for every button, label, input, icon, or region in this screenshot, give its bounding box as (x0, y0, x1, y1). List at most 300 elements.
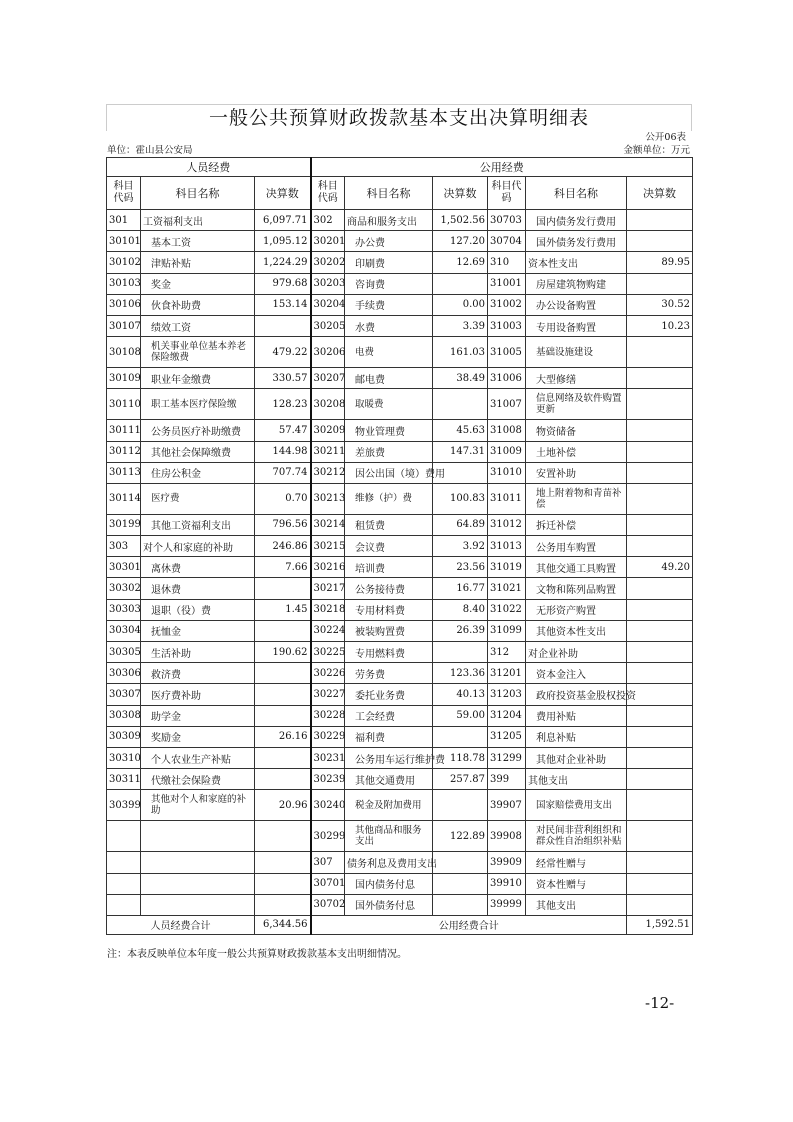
subject-code: 31204 (488, 705, 526, 726)
footnote: 注：本表反映单位本年度一般公共预算财政拨款基本支出明细情况。 (107, 949, 407, 960)
group-personnel: 人员经费 (107, 158, 311, 177)
amount (255, 747, 311, 768)
subject-name (141, 894, 255, 915)
subject-code: 30209 (311, 420, 345, 441)
subject-name: 地上附着物和青苗补偿 (526, 483, 627, 514)
amount (627, 747, 693, 768)
col-code-header: 科目代码 (107, 177, 141, 210)
subject-code: 30311 (107, 769, 141, 790)
subject-name: 差旅费 (345, 441, 433, 462)
table-row (107, 231, 693, 252)
subject-name: 利息补贴 (526, 726, 627, 747)
amount (627, 705, 693, 726)
subject-code: 30106 (107, 294, 141, 315)
subject-name: 文物和陈列品购置 (526, 578, 627, 599)
amount: 123.36 (433, 663, 488, 684)
table-row (107, 294, 693, 315)
subject-name: 专用燃料费 (345, 642, 433, 663)
subject-name: 国外债务付息 (345, 894, 433, 915)
subject-name: 房屋建筑物购建 (526, 273, 627, 294)
amount: 330.57 (255, 368, 311, 389)
amount (627, 852, 693, 873)
subject-code: 307 (311, 852, 345, 873)
col-amount-header: 决算数 (433, 177, 488, 210)
amount (433, 790, 488, 821)
subject-code: 30399 (107, 790, 141, 821)
amount: 26.39 (433, 620, 488, 641)
subject-code: 39908 (488, 821, 526, 852)
subject-name: 抚恤金 (141, 620, 255, 641)
amount: 38.49 (433, 368, 488, 389)
amount (627, 441, 693, 462)
subject-name: 其他资本性支出 (526, 620, 627, 641)
subject-name: 助学金 (141, 705, 255, 726)
subject-code (107, 894, 141, 915)
subject-code: 31005 (488, 337, 526, 368)
subject-name: 物业管理费 (345, 420, 433, 441)
col-name-header: 科目名称 (526, 177, 627, 210)
subject-name: 其他支出 (526, 769, 627, 790)
subject-code (107, 852, 141, 873)
amount: 89.95 (627, 252, 693, 273)
subject-code: 30702 (311, 894, 345, 915)
subject-code: 31002 (488, 294, 526, 315)
subject-code: 39910 (488, 873, 526, 894)
amount (627, 389, 693, 420)
col-code-header: 科目代码 (488, 177, 526, 210)
subject-code: 30239 (311, 769, 345, 790)
amount (627, 337, 693, 368)
subject-name: 物资储备 (526, 420, 627, 441)
amount (627, 273, 693, 294)
subject-name: 经常性赠与 (526, 852, 627, 873)
subject-code: 30225 (311, 642, 345, 663)
subject-code: 30302 (107, 578, 141, 599)
subject-code: 31205 (488, 726, 526, 747)
subject-name: 专用设备购置 (526, 315, 627, 336)
subject-code: 310 (488, 252, 526, 273)
subject-code: 31201 (488, 663, 526, 684)
subject-code: 30224 (311, 620, 345, 641)
subject-name: 咨询费 (345, 273, 433, 294)
subject-name: 其他交通工具购置 (526, 557, 627, 578)
table-row (107, 273, 693, 294)
subject-code: 30109 (107, 368, 141, 389)
table-row (107, 315, 693, 336)
subject-code: 30101 (107, 231, 141, 252)
amount (627, 231, 693, 252)
subject-code: 39907 (488, 790, 526, 821)
subject-code: 30204 (311, 294, 345, 315)
subject-code (107, 821, 141, 852)
amount: 40.13 (433, 684, 488, 705)
subject-name: 国家赔偿费用支出 (526, 790, 627, 821)
amount: 0.70 (255, 483, 311, 514)
subject-name: 办公费 (345, 231, 433, 252)
subject-name: 职工基本医疗保险缴 (141, 389, 255, 420)
amount: 49.20 (627, 557, 693, 578)
subject-code: 31022 (488, 599, 526, 620)
subject-name: 其他对企业补助 (526, 747, 627, 768)
subject-name: 代缴社会保险费 (141, 769, 255, 790)
subject-code: 301 (107, 210, 141, 231)
subject-code: 31009 (488, 441, 526, 462)
subject-code: 30107 (107, 315, 141, 336)
table-row (107, 705, 693, 726)
subject-code: 30216 (311, 557, 345, 578)
subject-name: 基本工资 (141, 231, 255, 252)
subject-name: 税金及附加费用 (345, 790, 433, 821)
subject-name: 绩效工资 (141, 315, 255, 336)
col-code-header: 科目代码 (311, 177, 345, 210)
subject-code: 30201 (311, 231, 345, 252)
table-row (107, 599, 693, 620)
amount (255, 578, 311, 599)
subject-name: 劳务费 (345, 663, 433, 684)
subject-code: 30218 (311, 599, 345, 620)
column-header-row (107, 177, 693, 210)
amount: 1,224.29 (255, 252, 311, 273)
subject-name: 医疗费 (141, 483, 255, 514)
amount (627, 536, 693, 557)
amount: 20.96 (255, 790, 311, 821)
table-row (107, 420, 693, 441)
subject-name: 会议费 (345, 536, 433, 557)
subject-code: 31007 (488, 389, 526, 420)
table-row (107, 873, 693, 894)
subject-code: 30206 (311, 337, 345, 368)
table-row (107, 578, 693, 599)
amount (627, 663, 693, 684)
amount (255, 663, 311, 684)
subject-name: 福利费 (345, 726, 433, 747)
amount (627, 684, 693, 705)
subject-code: 31001 (488, 273, 526, 294)
subject-name: 国内债务付息 (345, 873, 433, 894)
table-row (107, 514, 693, 535)
subject-name: 公务用车购置 (526, 536, 627, 557)
personnel-total-label: 人员经费合计 (107, 915, 255, 934)
amount: 23.56 (433, 557, 488, 578)
amount (255, 873, 311, 894)
subject-code: 30199 (107, 514, 141, 535)
amount (627, 821, 693, 852)
amount (255, 684, 311, 705)
table-row (107, 557, 693, 578)
amount (255, 620, 311, 641)
table-row (107, 483, 693, 514)
amount: 0.00 (433, 294, 488, 315)
subject-code: 30108 (107, 337, 141, 368)
subject-code: 30305 (107, 642, 141, 663)
subject-name: 公务用车运行维护费 (345, 747, 433, 768)
subject-name: 邮电费 (345, 368, 433, 389)
table-row (107, 368, 693, 389)
subject-name (141, 873, 255, 894)
amount-unit-label: 金额单位：万元 (623, 145, 690, 156)
expenditure-table (106, 157, 693, 935)
subject-name: 其他支出 (526, 894, 627, 915)
subject-name: 基础设施建设 (526, 337, 627, 368)
table-row (107, 821, 693, 852)
table-code: 公开06表 (645, 132, 686, 143)
table-row (107, 769, 693, 790)
amount: 57.47 (255, 420, 311, 441)
amount (255, 894, 311, 915)
subject-code: 30309 (107, 726, 141, 747)
subject-name: 津贴补贴 (141, 252, 255, 273)
subject-name: 医疗费补助 (141, 684, 255, 705)
subject-code: 30229 (311, 726, 345, 747)
subject-code: 302 (311, 210, 345, 231)
amount: 127.20 (433, 231, 488, 252)
table-row (107, 620, 693, 641)
table-row (107, 252, 693, 273)
unit-row (106, 144, 692, 157)
report-title: 一般公共预算财政拨款基本支出决算明细表 (106, 104, 692, 131)
subject-code: 30215 (311, 536, 345, 557)
subject-name (141, 821, 255, 852)
subject-name: 手续费 (345, 294, 433, 315)
table-row (107, 684, 693, 705)
subject-code: 30227 (311, 684, 345, 705)
subject-name: 租赁费 (345, 514, 433, 535)
subject-name: 被装购置费 (345, 620, 433, 641)
amount (255, 852, 311, 873)
subject-code: 30299 (311, 821, 345, 852)
subject-name: 其他工资福利支出 (141, 514, 255, 535)
amount: 1,502.56 (433, 210, 488, 231)
subject-name: 费用补贴 (526, 705, 627, 726)
subject-code: 30205 (311, 315, 345, 336)
amount: 128.23 (255, 389, 311, 420)
amount: 796.56 (255, 514, 311, 535)
table-row (107, 790, 693, 821)
subject-code: 31010 (488, 462, 526, 483)
amount (627, 599, 693, 620)
amount (255, 315, 311, 336)
subject-name: 水费 (345, 315, 433, 336)
totals-row (107, 915, 693, 934)
subject-code: 30102 (107, 252, 141, 273)
subject-name: 政府投资基金股权投资 (526, 684, 627, 705)
subject-code: 31008 (488, 420, 526, 441)
subject-name: 商品和服务支出 (345, 210, 433, 231)
subject-code: 30103 (107, 273, 141, 294)
subject-code: 30306 (107, 663, 141, 684)
amount: 144.98 (255, 441, 311, 462)
subject-code: 39909 (488, 852, 526, 873)
amount (627, 462, 693, 483)
group-public: 公用经费 (311, 158, 693, 177)
subject-name: 无形资产购置 (526, 599, 627, 620)
subject-code: 30308 (107, 705, 141, 726)
subject-name: 办公设备购置 (526, 294, 627, 315)
amount: 30.52 (627, 294, 693, 315)
amount: 6,097.71 (255, 210, 311, 231)
subject-code: 30114 (107, 483, 141, 514)
table-row (107, 726, 693, 747)
amount: 26.16 (255, 726, 311, 747)
subject-code: 30113 (107, 462, 141, 483)
amount: 59.00 (433, 705, 488, 726)
subject-code: 31099 (488, 620, 526, 641)
amount: 1.45 (255, 599, 311, 620)
subject-code (107, 873, 141, 894)
col-name-header: 科目名称 (141, 177, 255, 210)
subject-code: 30212 (311, 462, 345, 483)
amount (433, 894, 488, 915)
table-row (107, 462, 693, 483)
col-name-header: 科目名称 (345, 177, 433, 210)
subject-name: 因公出国（境）费用 (345, 462, 433, 483)
subject-code: 31006 (488, 368, 526, 389)
subject-name: 土地补偿 (526, 441, 627, 462)
subject-name: 国内债务发行费用 (526, 210, 627, 231)
amount (255, 821, 311, 852)
amount (627, 790, 693, 821)
subject-code: 30202 (311, 252, 345, 273)
subject-code: 31011 (488, 483, 526, 514)
amount (433, 726, 488, 747)
amount: 45.63 (433, 420, 488, 441)
table-row (107, 894, 693, 915)
subject-code: 30304 (107, 620, 141, 641)
amount (433, 852, 488, 873)
subject-name: 其他对个人和家庭的补助 (141, 790, 255, 821)
subject-name: 大型修缮 (526, 368, 627, 389)
subject-code: 30214 (311, 514, 345, 535)
subject-code: 30111 (107, 420, 141, 441)
subject-code: 31013 (488, 536, 526, 557)
table-row (107, 441, 693, 462)
amount: 64.89 (433, 514, 488, 535)
subject-code: 30240 (311, 790, 345, 821)
subject-code: 399 (488, 769, 526, 790)
subject-name: 机关事业单位基本养老保险缴费 (141, 337, 255, 368)
report-sheet (106, 104, 692, 935)
page-number: -12- (645, 994, 675, 1012)
amount: 3.39 (433, 315, 488, 336)
subject-name: 对个人和家庭的补助 (141, 536, 255, 557)
subject-name: 国外债务发行费用 (526, 231, 627, 252)
subject-name: 培训费 (345, 557, 433, 578)
subject-code: 30213 (311, 483, 345, 514)
table-row (107, 389, 693, 420)
amount (627, 420, 693, 441)
subject-name: 资本性赠与 (526, 873, 627, 894)
amount: 10.23 (627, 315, 693, 336)
subject-code: 312 (488, 642, 526, 663)
col-amount-header: 决算数 (627, 177, 693, 210)
amount: 161.03 (433, 337, 488, 368)
subject-code: 30704 (488, 231, 526, 252)
amount (627, 726, 693, 747)
amount: 190.62 (255, 642, 311, 663)
amount (255, 705, 311, 726)
amount (255, 769, 311, 790)
amount (433, 273, 488, 294)
subject-code: 31021 (488, 578, 526, 599)
unit-label: 单位：霍山县公安局 (107, 145, 193, 156)
subject-code: 31003 (488, 315, 526, 336)
subject-name: 伙食补助费 (141, 294, 255, 315)
subject-code: 30303 (107, 599, 141, 620)
amount: 147.31 (433, 441, 488, 462)
subject-name: 住房公积金 (141, 462, 255, 483)
amount (433, 389, 488, 420)
public-total-label: 公用经费合计 (311, 915, 627, 934)
subject-code: 30207 (311, 368, 345, 389)
amount: 8.40 (433, 599, 488, 620)
subject-name: 公务接待费 (345, 578, 433, 599)
group-header-row (107, 158, 693, 177)
subject-code: 30217 (311, 578, 345, 599)
subject-name: 其他商品和服务支出 (345, 821, 433, 852)
amount: 257.87 (433, 769, 488, 790)
table-row (107, 337, 693, 368)
subject-name: 职业年金缴费 (141, 368, 255, 389)
amount (627, 578, 693, 599)
personnel-total-value: 6,344.56 (255, 915, 311, 934)
amount: 122.89 (433, 821, 488, 852)
subject-name: 安置补助 (526, 462, 627, 483)
subject-name: 退休费 (141, 578, 255, 599)
subject-code: 303 (107, 536, 141, 557)
subject-code: 30203 (311, 273, 345, 294)
amount (627, 514, 693, 535)
subject-name: 工资福利支出 (141, 210, 255, 231)
table-row (107, 663, 693, 684)
amount: 100.83 (433, 483, 488, 514)
amount: 3.92 (433, 536, 488, 557)
subject-code: 31012 (488, 514, 526, 535)
amount: 479.22 (255, 337, 311, 368)
subject-name: 取暖费 (345, 389, 433, 420)
subject-name: 债务利息及费用支出 (345, 852, 433, 873)
subject-name: 对企业补助 (526, 642, 627, 663)
amount: 153.14 (255, 294, 311, 315)
subject-name: 资本性支出 (526, 252, 627, 273)
amount: 246.86 (255, 536, 311, 557)
subject-name: 公务员医疗补助缴费 (141, 420, 255, 441)
subject-name: 工会经费 (345, 705, 433, 726)
table-row (107, 747, 693, 768)
subject-code: 30211 (311, 441, 345, 462)
amount: 707.74 (255, 462, 311, 483)
table-row (107, 852, 693, 873)
subject-name: 个人农业生产补贴 (141, 747, 255, 768)
subject-code: 30310 (107, 747, 141, 768)
table-row (107, 642, 693, 663)
subject-code: 31019 (488, 557, 526, 578)
subject-code: 30701 (311, 873, 345, 894)
subject-code: 30228 (311, 705, 345, 726)
amount (433, 873, 488, 894)
subject-code: 30231 (311, 747, 345, 768)
subject-name: 印刷费 (345, 252, 433, 273)
subject-name: 信息网络及软件购置更新 (526, 389, 627, 420)
amount: 1,095.12 (255, 231, 311, 252)
subject-name: 委托业务费 (345, 684, 433, 705)
amount (627, 210, 693, 231)
amount: 12.69 (433, 252, 488, 273)
subject-name: 奖励金 (141, 726, 255, 747)
subject-name: 其他社会保障缴费 (141, 441, 255, 462)
amount (627, 642, 693, 663)
subject-name: 救济费 (141, 663, 255, 684)
subject-code: 30703 (488, 210, 526, 231)
